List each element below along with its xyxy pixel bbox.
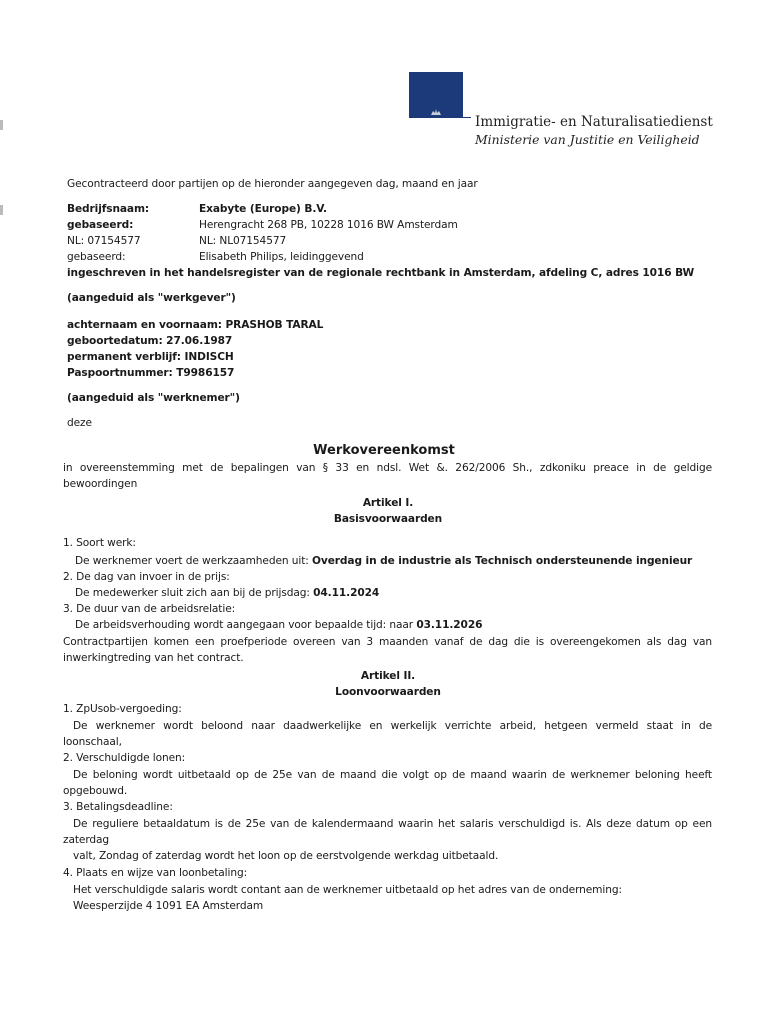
article-2-item-2-line-2: opgebouwd. (63, 785, 128, 797)
agency-name: Immigratie- en Naturalisatiedienst (475, 114, 713, 130)
article-2-item-2-line-1: De beloning wordt uitbetaald op de 25e van de maand die volgt op de maand waarin de werknemer beloning heeft (73, 769, 712, 781)
intro-text: Gecontracteerd door partijen op de hieronder aangegeven dag, maand en jaar (67, 178, 478, 190)
representative-label: gebaseerd: (67, 251, 126, 263)
employee-residence: permanent verblijf: INDISCH (67, 351, 234, 363)
employee-name: achternaam en voornaam: PRASHOB TARAL (67, 319, 324, 331)
employee-designation: (aangeduid als "werknemer") (67, 392, 240, 404)
article-2-item-4-line-2: Weesperzijde 4 1091 EA Amsterdam (73, 900, 264, 912)
article-1-heading: Artikel I. (362, 497, 414, 509)
article-2-item-1-line-1: De werknemer wordt beloond naar daadwerkelijke en werkelijk verrichte arbeid, hetgeen vermeld staat in de (73, 720, 712, 732)
preamble-line-2: bewoordingen (63, 478, 138, 490)
article-2-item-3-line-3: valt, Zondag of zaterdag wordt het loon op de eerstvolgende werkdag uitbetaald. (73, 850, 499, 862)
nl-label: NL: 07154577 (67, 235, 141, 247)
article-2-heading: Artikel II. (360, 670, 416, 682)
register-text: ingeschreven in het handelsregister van de regionale rechtbank in Amsterdam, afdeling C, adres 1016 BW (67, 267, 695, 279)
scan-mark (0, 120, 3, 130)
article-2-item-1-line-2: loonschaal, (63, 736, 122, 748)
article-2-item-1-label: 1. ZpUsob-vergoeding: (63, 703, 182, 715)
article-2-item-3-line-2: zaterdag (63, 834, 110, 846)
employee-passport: Paspoortnummer: T9986157 (67, 367, 235, 379)
article-2-item-3-label: 3. Betalingsdeadline: (63, 801, 173, 813)
article-2-subheading: Loonvoorwaarden (335, 686, 441, 698)
employer-designation: (aangeduid als "werkgever") (67, 292, 236, 304)
logo-ribbon (463, 117, 471, 118)
article-2-item-4-line-1: Het verschuldigde salaris wordt contant aan de werknemer uitbetaald op het adres van de onderneming: (73, 884, 622, 896)
probation-line-1: Contractpartijen komen een proefperiode overeen van 3 maanden vanaf de dag die is overeengekomen als dag van (63, 636, 712, 648)
employee-birthdate: geboortedatum: 27.06.1987 (67, 335, 233, 347)
article-1-subheading: Basisvoorwaarden (333, 513, 443, 525)
article-2-item-3-line-1: De reguliere betaaldatum is de 25e van de kalendermaand waarin het salaris verschuldigd is. Als deze datum op een (73, 818, 712, 830)
crest-icon (430, 108, 442, 116)
representative-value: Elisabeth Philips, leidinggevend (199, 251, 364, 263)
article-2-item-2-label: 2. Verschuldigde lonen: (63, 752, 186, 764)
company-label: Bedrijfsnaam: (67, 203, 150, 215)
preamble-line-1: in overeenstemming met de bepalingen van § 33 en ndsl. Wet &. 262/2006 Sh., zdkoniku preace in de geldige (63, 462, 712, 474)
deze-text: deze (67, 417, 92, 429)
seat-value: Herengracht 268 PB, 10228 1016 BW Amsterdam (199, 219, 458, 231)
contract-title: Werkovereenkomst (313, 443, 455, 458)
article-1-item-3-text: De arbeidsverhouding wordt aangegaan voor bepaalde tijd: naar 03.11.2026 (75, 619, 483, 631)
company-value: Exabyte (Europe) B.V. (199, 203, 327, 215)
article-1-item-1-label: 1. Soort werk: (63, 537, 136, 549)
ministry-name: Ministerie van Justitie en Veiligheid (475, 132, 700, 147)
article-2-item-4-label: 4. Plaats en wijze van loonbetaling: (63, 867, 248, 879)
seat-label: gebaseerd: (67, 219, 134, 231)
scan-mark (0, 205, 3, 215)
article-1-item-2-label: 2. De dag van invoer in de prijs: (63, 571, 230, 583)
article-1-item-3-label: 3. De duur van de arbeidsrelatie: (63, 603, 236, 615)
probation-line-2: inwerkingtreding van het contract. (63, 652, 244, 664)
nl-value: NL: NL07154577 (199, 235, 287, 247)
article-1-item-1-text: De werknemer voert de werkzaamheden uit: Overdag in de industrie als Technisch ondersteunende ingenieur (75, 555, 693, 567)
article-1-item-2-text: De medewerker sluit zich aan bij de prijsdag: 04.11.2024 (75, 587, 380, 599)
